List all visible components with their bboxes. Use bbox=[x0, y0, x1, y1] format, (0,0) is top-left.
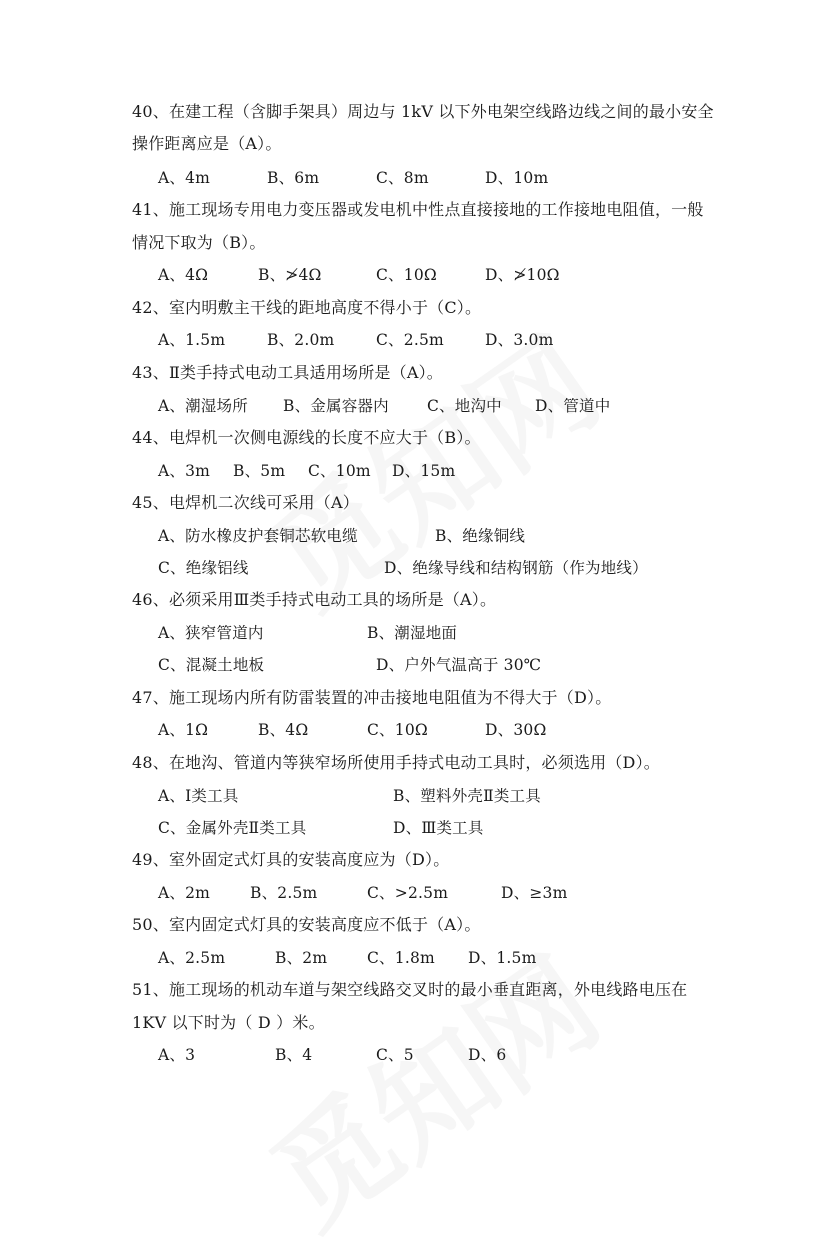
question-45: 45、电焊机二次线可采用（A） bbox=[132, 493, 359, 512]
option-46-c: C、混凝土地板 bbox=[158, 656, 265, 674]
option-49-a: A、2m bbox=[158, 884, 211, 902]
question-41-line-1: 41、施工现场专用电力变压器或发电机中性点直接接地的工作接地电阻值，一般 bbox=[132, 200, 704, 219]
option-43-a: A、潮湿场所 bbox=[158, 397, 248, 415]
option-40-d: D、10m bbox=[485, 169, 549, 187]
option-44-b: B、5m bbox=[233, 462, 286, 480]
option-43-d: D、管道中 bbox=[535, 397, 611, 415]
option-42-a: A、1.5m bbox=[158, 331, 226, 349]
question-47: 47、施工现场内所有防雷装置的冲击接地电阻值为不得大于（D）。 bbox=[132, 688, 612, 707]
option-46-d: D、户外气温高于 30℃ bbox=[376, 656, 542, 674]
option-42-b: B、2.0m bbox=[267, 331, 335, 349]
option-40-c: C、8m bbox=[376, 169, 429, 187]
option-41-a: A、4Ω bbox=[158, 266, 209, 284]
option-43-c: C、地沟中 bbox=[427, 397, 502, 415]
option-45-c: C、绝缘铝线 bbox=[158, 559, 249, 577]
question-49: 49、室外固定式灯具的安装高度应为（D）。 bbox=[132, 850, 450, 869]
option-51-d: D、6 bbox=[468, 1046, 507, 1064]
question-41-line-2: 情况下取为（B）。 bbox=[132, 233, 266, 252]
question-50: 50、室内固定式灯具的安装高度应不低于（A）。 bbox=[132, 915, 481, 934]
option-41-b: B、≯4Ω bbox=[258, 266, 322, 284]
question-51-line-2: 1KV 以下时为（ D ）米。 bbox=[132, 1013, 325, 1032]
option-46-a: A、狭窄管道内 bbox=[158, 624, 264, 642]
option-47-b: B、4Ω bbox=[258, 721, 309, 739]
option-43-b: B、金属容器内 bbox=[283, 397, 389, 415]
option-41-d: D、≯10Ω bbox=[485, 266, 560, 284]
question-44: 44、电焊机一次侧电源线的长度不应大于（B）。 bbox=[132, 428, 481, 447]
option-42-c: C、2.5m bbox=[376, 331, 444, 349]
option-48-d: D、Ⅲ类工具 bbox=[393, 819, 484, 837]
option-48-b: B、塑料外壳Ⅱ类工具 bbox=[393, 787, 541, 805]
option-48-a: A、Ⅰ类工具 bbox=[158, 787, 239, 805]
question-43: 43、Ⅱ类手持式电动工具适用场所是（A）。 bbox=[132, 363, 443, 382]
option-45-a: A、防水橡皮护套铜芯软电缆 bbox=[158, 527, 358, 545]
option-49-c: C、>2.5m bbox=[367, 884, 449, 902]
option-51-b: B、4 bbox=[275, 1046, 313, 1064]
option-44-d: D、15m bbox=[392, 462, 456, 480]
question-46: 46、必须采用Ⅲ类手持式电动工具的场所是（A）。 bbox=[132, 590, 497, 609]
question-48: 48、在地沟、管道内等狭窄场所使用手持式电动工具时，必须选用（D）。 bbox=[132, 753, 660, 772]
option-41-c: C、10Ω bbox=[376, 266, 437, 284]
option-40-b: B、6m bbox=[267, 169, 320, 187]
option-42-d: D、3.0m bbox=[485, 331, 554, 349]
option-44-c: C、10m bbox=[308, 462, 371, 480]
option-46-b: B、潮湿地面 bbox=[367, 624, 458, 642]
option-49-b: B、2.5m bbox=[250, 884, 318, 902]
option-50-c: C、1.8m bbox=[367, 949, 435, 967]
option-47-a: A、1Ω bbox=[158, 721, 209, 739]
option-40-a: A、4m bbox=[158, 169, 211, 187]
option-47-c: C、10Ω bbox=[367, 721, 428, 739]
option-48-c: C、金属外壳Ⅱ类工具 bbox=[158, 819, 307, 837]
question-51-line-1: 51、施工现场的机动车道与架空线路交叉时的最小垂直距离，外电线路电压在 bbox=[132, 980, 688, 999]
option-50-d: D、1.5m bbox=[468, 949, 537, 967]
option-45-d: D、绝缘导线和结构钢筋（作为地线） bbox=[384, 559, 648, 577]
option-44-a: A、3m bbox=[158, 462, 211, 480]
question-42: 42、室内明敷主干线的距地高度不得小于（C）。 bbox=[132, 298, 482, 317]
option-47-d: D、30Ω bbox=[485, 721, 547, 739]
question-40-line-1: 40、在建工程（含脚手架具）周边与 1kV 以下外电架空线路边线之间的最小安全 bbox=[132, 102, 714, 121]
option-51-c: C、5 bbox=[376, 1046, 414, 1064]
option-45-b: B、绝缘铜线 bbox=[435, 527, 526, 545]
question-40-line-2: 操作距离应是（A）。 bbox=[132, 134, 282, 153]
option-50-b: B、2m bbox=[275, 949, 328, 967]
option-49-d: D、≥3m bbox=[501, 884, 568, 902]
option-51-a: A、3 bbox=[158, 1046, 196, 1064]
option-50-a: A、2.5m bbox=[158, 949, 226, 967]
